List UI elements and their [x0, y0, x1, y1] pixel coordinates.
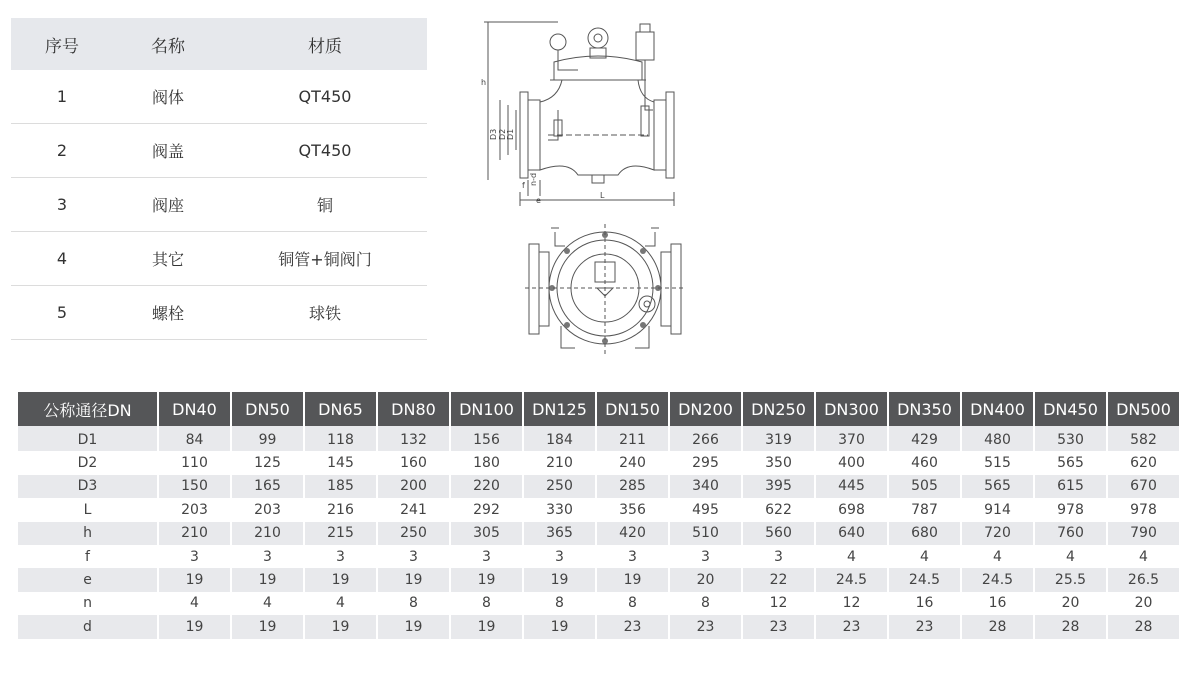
material-index: 4	[56, 249, 68, 268]
table-row	[18, 451, 1179, 474]
spec-cell: 4	[816, 545, 887, 568]
spec-cell: 165	[232, 475, 303, 498]
valve-top-view-drawing	[525, 222, 685, 358]
materials-table	[11, 18, 427, 340]
spec-cell: 19	[159, 568, 230, 591]
spec-row-label: e	[18, 568, 157, 591]
spec-row-label: h	[18, 522, 157, 545]
spec-cell: 505	[889, 475, 960, 498]
spec-cell: 3	[305, 545, 376, 568]
table-row	[11, 124, 427, 178]
spec-header-dn-label: 公称通径DN	[18, 392, 157, 426]
spec-row-label: D1	[18, 426, 157, 451]
spec-cell: 4	[1108, 545, 1179, 568]
spec-cell: 680	[889, 522, 960, 545]
table-row	[18, 615, 1179, 638]
spec-cell: 210	[232, 522, 303, 545]
spec-header-col: DN450	[1035, 392, 1106, 426]
spec-cell: 203	[159, 498, 230, 521]
spec-cell: 19	[305, 615, 376, 638]
spec-cell: 292	[451, 498, 522, 521]
spec-cell: 510	[670, 522, 741, 545]
material-part: 其它	[151, 250, 184, 269]
spec-header-col: DN50	[232, 392, 303, 426]
spec-cell: 24.5	[962, 568, 1033, 591]
spec-cell: 3	[597, 545, 668, 568]
spec-cell: 3	[451, 545, 522, 568]
materials-header-name: 名称	[151, 36, 185, 57]
material-part: 阀座	[151, 196, 184, 215]
spec-cell: 8	[451, 592, 522, 615]
spec-cell: 16	[889, 592, 960, 615]
spec-cell: 19	[159, 615, 230, 638]
spec-cell: 3	[159, 545, 230, 568]
spec-cell: 615	[1035, 475, 1106, 498]
spec-cell: 495	[670, 498, 741, 521]
spec-cell: 22	[743, 568, 814, 591]
spec-row-label: n	[18, 592, 157, 615]
spec-cell: 24.5	[816, 568, 887, 591]
materials-header-row	[11, 18, 427, 70]
spec-cell: 150	[159, 475, 230, 498]
dim-label-h: h	[481, 78, 487, 87]
table-row	[11, 70, 427, 124]
spec-cell: 241	[378, 498, 449, 521]
spec-cell: 20	[670, 568, 741, 591]
spec-cell: 420	[597, 522, 668, 545]
spec-cell: 319	[743, 426, 814, 451]
spec-cell: 8	[524, 592, 595, 615]
spec-header-col: DN400	[962, 392, 1033, 426]
spec-cell: 28	[962, 615, 1033, 638]
spec-cell: 582	[1108, 426, 1179, 451]
spec-header-col: DN125	[524, 392, 595, 426]
spec-cell: 145	[305, 451, 376, 474]
spec-cell: 216	[305, 498, 376, 521]
spec-cell: 8	[378, 592, 449, 615]
spec-cell: 23	[889, 615, 960, 638]
material-index: 3	[56, 195, 68, 214]
spec-cell: 560	[743, 522, 814, 545]
table-row	[11, 286, 427, 340]
spec-cell: 19	[597, 568, 668, 591]
spec-header-col: DN100	[451, 392, 522, 426]
spec-cell: 4	[1035, 545, 1106, 568]
spec-cell: 200	[378, 475, 449, 498]
spec-row-label: L	[18, 498, 157, 521]
table-row	[18, 426, 1179, 451]
spec-cell: 515	[962, 451, 1033, 474]
spec-cell: 3	[670, 545, 741, 568]
spec-cell: 622	[743, 498, 814, 521]
material-index: 5	[56, 303, 68, 322]
material-part: 阀盖	[151, 142, 184, 161]
spec-cell: 19	[378, 568, 449, 591]
material-index: 2	[56, 141, 68, 160]
spec-cell: 620	[1108, 451, 1179, 474]
spec-cell: 305	[451, 522, 522, 545]
dim-label-d2: D2	[498, 128, 507, 140]
spec-cell: 4	[962, 545, 1033, 568]
spec-cell: 400	[816, 451, 887, 474]
spec-header-col: DN250	[743, 392, 814, 426]
materials-header-index: 序号	[45, 36, 79, 57]
spec-cell: 220	[451, 475, 522, 498]
spec-cell: 184	[524, 426, 595, 451]
spec-cell: 16	[962, 592, 1033, 615]
table-row	[18, 498, 1179, 521]
dim-label-n-d: n-d	[529, 172, 538, 186]
spec-cell: 978	[1035, 498, 1106, 521]
spec-header-col: DN300	[816, 392, 887, 426]
spec-cell: 250	[378, 522, 449, 545]
spec-cell: 23	[670, 615, 741, 638]
spec-cell: 211	[597, 426, 668, 451]
spec-cell: 266	[670, 426, 741, 451]
spec-cell: 670	[1108, 475, 1179, 498]
spec-cell: 790	[1108, 522, 1179, 545]
spec-cell: 23	[816, 615, 887, 638]
material-value: QT450	[298, 141, 352, 160]
spec-cell: 132	[378, 426, 449, 451]
spec-cell: 340	[670, 475, 741, 498]
material-value: 球铁	[308, 304, 341, 323]
spec-cell: 445	[816, 475, 887, 498]
spec-cell: 365	[524, 522, 595, 545]
spec-cell: 4	[305, 592, 376, 615]
spec-cell: 3	[743, 545, 814, 568]
spec-cell: 203	[232, 498, 303, 521]
spec-cell: 110	[159, 451, 230, 474]
dim-label-d3: D3	[489, 128, 498, 140]
spec-cell: 19	[232, 568, 303, 591]
spec-cell: 480	[962, 426, 1033, 451]
materials-header-material: 材质	[308, 36, 342, 57]
spec-cell: 210	[524, 451, 595, 474]
spec-cell: 356	[597, 498, 668, 521]
material-index: 1	[56, 87, 68, 106]
spec-cell: 395	[743, 475, 814, 498]
spec-cell: 530	[1035, 426, 1106, 451]
spec-cell: 19	[451, 615, 522, 638]
spec-cell: 720	[962, 522, 1033, 545]
spec-cell: 99	[232, 426, 303, 451]
spec-cell: 210	[159, 522, 230, 545]
material-value: 铜	[316, 196, 333, 215]
table-row	[18, 568, 1179, 591]
spec-row-label: d	[18, 615, 157, 638]
spec-cell: 28	[1035, 615, 1106, 638]
spec-cell: 370	[816, 426, 887, 451]
material-part: 阀体	[151, 88, 184, 107]
spec-cell: 330	[524, 498, 595, 521]
spec-cell: 3	[378, 545, 449, 568]
spec-cell: 565	[962, 475, 1033, 498]
spec-cell: 28	[1108, 615, 1179, 638]
spec-table-body	[18, 426, 1179, 639]
spec-cell: 565	[1035, 451, 1106, 474]
spec-cell: 285	[597, 475, 668, 498]
spec-cell: 4	[159, 592, 230, 615]
spec-cell: 460	[889, 451, 960, 474]
spec-cell: 25.5	[1035, 568, 1106, 591]
spec-header-col: DN65	[305, 392, 376, 426]
spec-cell: 640	[816, 522, 887, 545]
table-row	[18, 592, 1179, 615]
material-value: 铜管+铜阀门	[278, 250, 372, 269]
spec-cell: 19	[232, 615, 303, 638]
spec-cell: 8	[670, 592, 741, 615]
table-row	[18, 475, 1179, 498]
dim-label-e: e	[536, 196, 541, 205]
spec-header-col: DN200	[670, 392, 741, 426]
spec-cell: 215	[305, 522, 376, 545]
table-row	[11, 178, 427, 232]
spec-cell: 3	[524, 545, 595, 568]
spec-cell: 4	[889, 545, 960, 568]
spec-row-label: f	[18, 545, 157, 568]
spec-row-label: D3	[18, 475, 157, 498]
spec-cell: 118	[305, 426, 376, 451]
spec-cell: 295	[670, 451, 741, 474]
table-row	[11, 232, 427, 286]
spec-cell: 19	[378, 615, 449, 638]
spec-header-col: DN500	[1108, 392, 1179, 426]
material-value: QT450	[298, 87, 352, 106]
spec-header-col: DN40	[159, 392, 230, 426]
spec-cell: 84	[159, 426, 230, 451]
spec-header-row	[18, 392, 1179, 426]
spec-cell: 240	[597, 451, 668, 474]
spec-cell: 20	[1035, 592, 1106, 615]
spec-cell: 180	[451, 451, 522, 474]
spec-cell: 125	[232, 451, 303, 474]
spec-cell: 19	[451, 568, 522, 591]
spec-cell: 8	[597, 592, 668, 615]
spec-cell: 698	[816, 498, 887, 521]
spec-cell: 350	[743, 451, 814, 474]
material-part: 螺栓	[151, 304, 184, 323]
spec-cell: 3	[232, 545, 303, 568]
spec-cell: 12	[816, 592, 887, 615]
spec-cell: 19	[524, 615, 595, 638]
dim-label-l: L	[600, 191, 605, 200]
spec-cell: 156	[451, 426, 522, 451]
spec-cell: 250	[524, 475, 595, 498]
spec-cell: 26.5	[1108, 568, 1179, 591]
spec-cell: 24.5	[889, 568, 960, 591]
spec-cell: 185	[305, 475, 376, 498]
spec-cell: 4	[232, 592, 303, 615]
spec-cell: 19	[305, 568, 376, 591]
spec-cell: 12	[743, 592, 814, 615]
valve-side-view-drawing	[478, 10, 688, 210]
spec-cell: 19	[524, 568, 595, 591]
dim-label-f: f	[522, 181, 525, 190]
spec-header-col: DN80	[378, 392, 449, 426]
table-row	[18, 522, 1179, 545]
spec-cell: 23	[597, 615, 668, 638]
table-row	[18, 545, 1179, 568]
spec-cell: 20	[1108, 592, 1179, 615]
spec-header-col: DN150	[597, 392, 668, 426]
spec-cell: 914	[962, 498, 1033, 521]
spec-cell: 978	[1108, 498, 1179, 521]
spec-cell: 787	[889, 498, 960, 521]
dim-label-d1: D1	[506, 128, 515, 140]
spec-cell: 160	[378, 451, 449, 474]
dimension-spec-table	[16, 392, 1181, 639]
spec-row-label: D2	[18, 451, 157, 474]
spec-cell: 429	[889, 426, 960, 451]
spec-cell: 23	[743, 615, 814, 638]
spec-header-col: DN350	[889, 392, 960, 426]
spec-cell: 760	[1035, 522, 1106, 545]
